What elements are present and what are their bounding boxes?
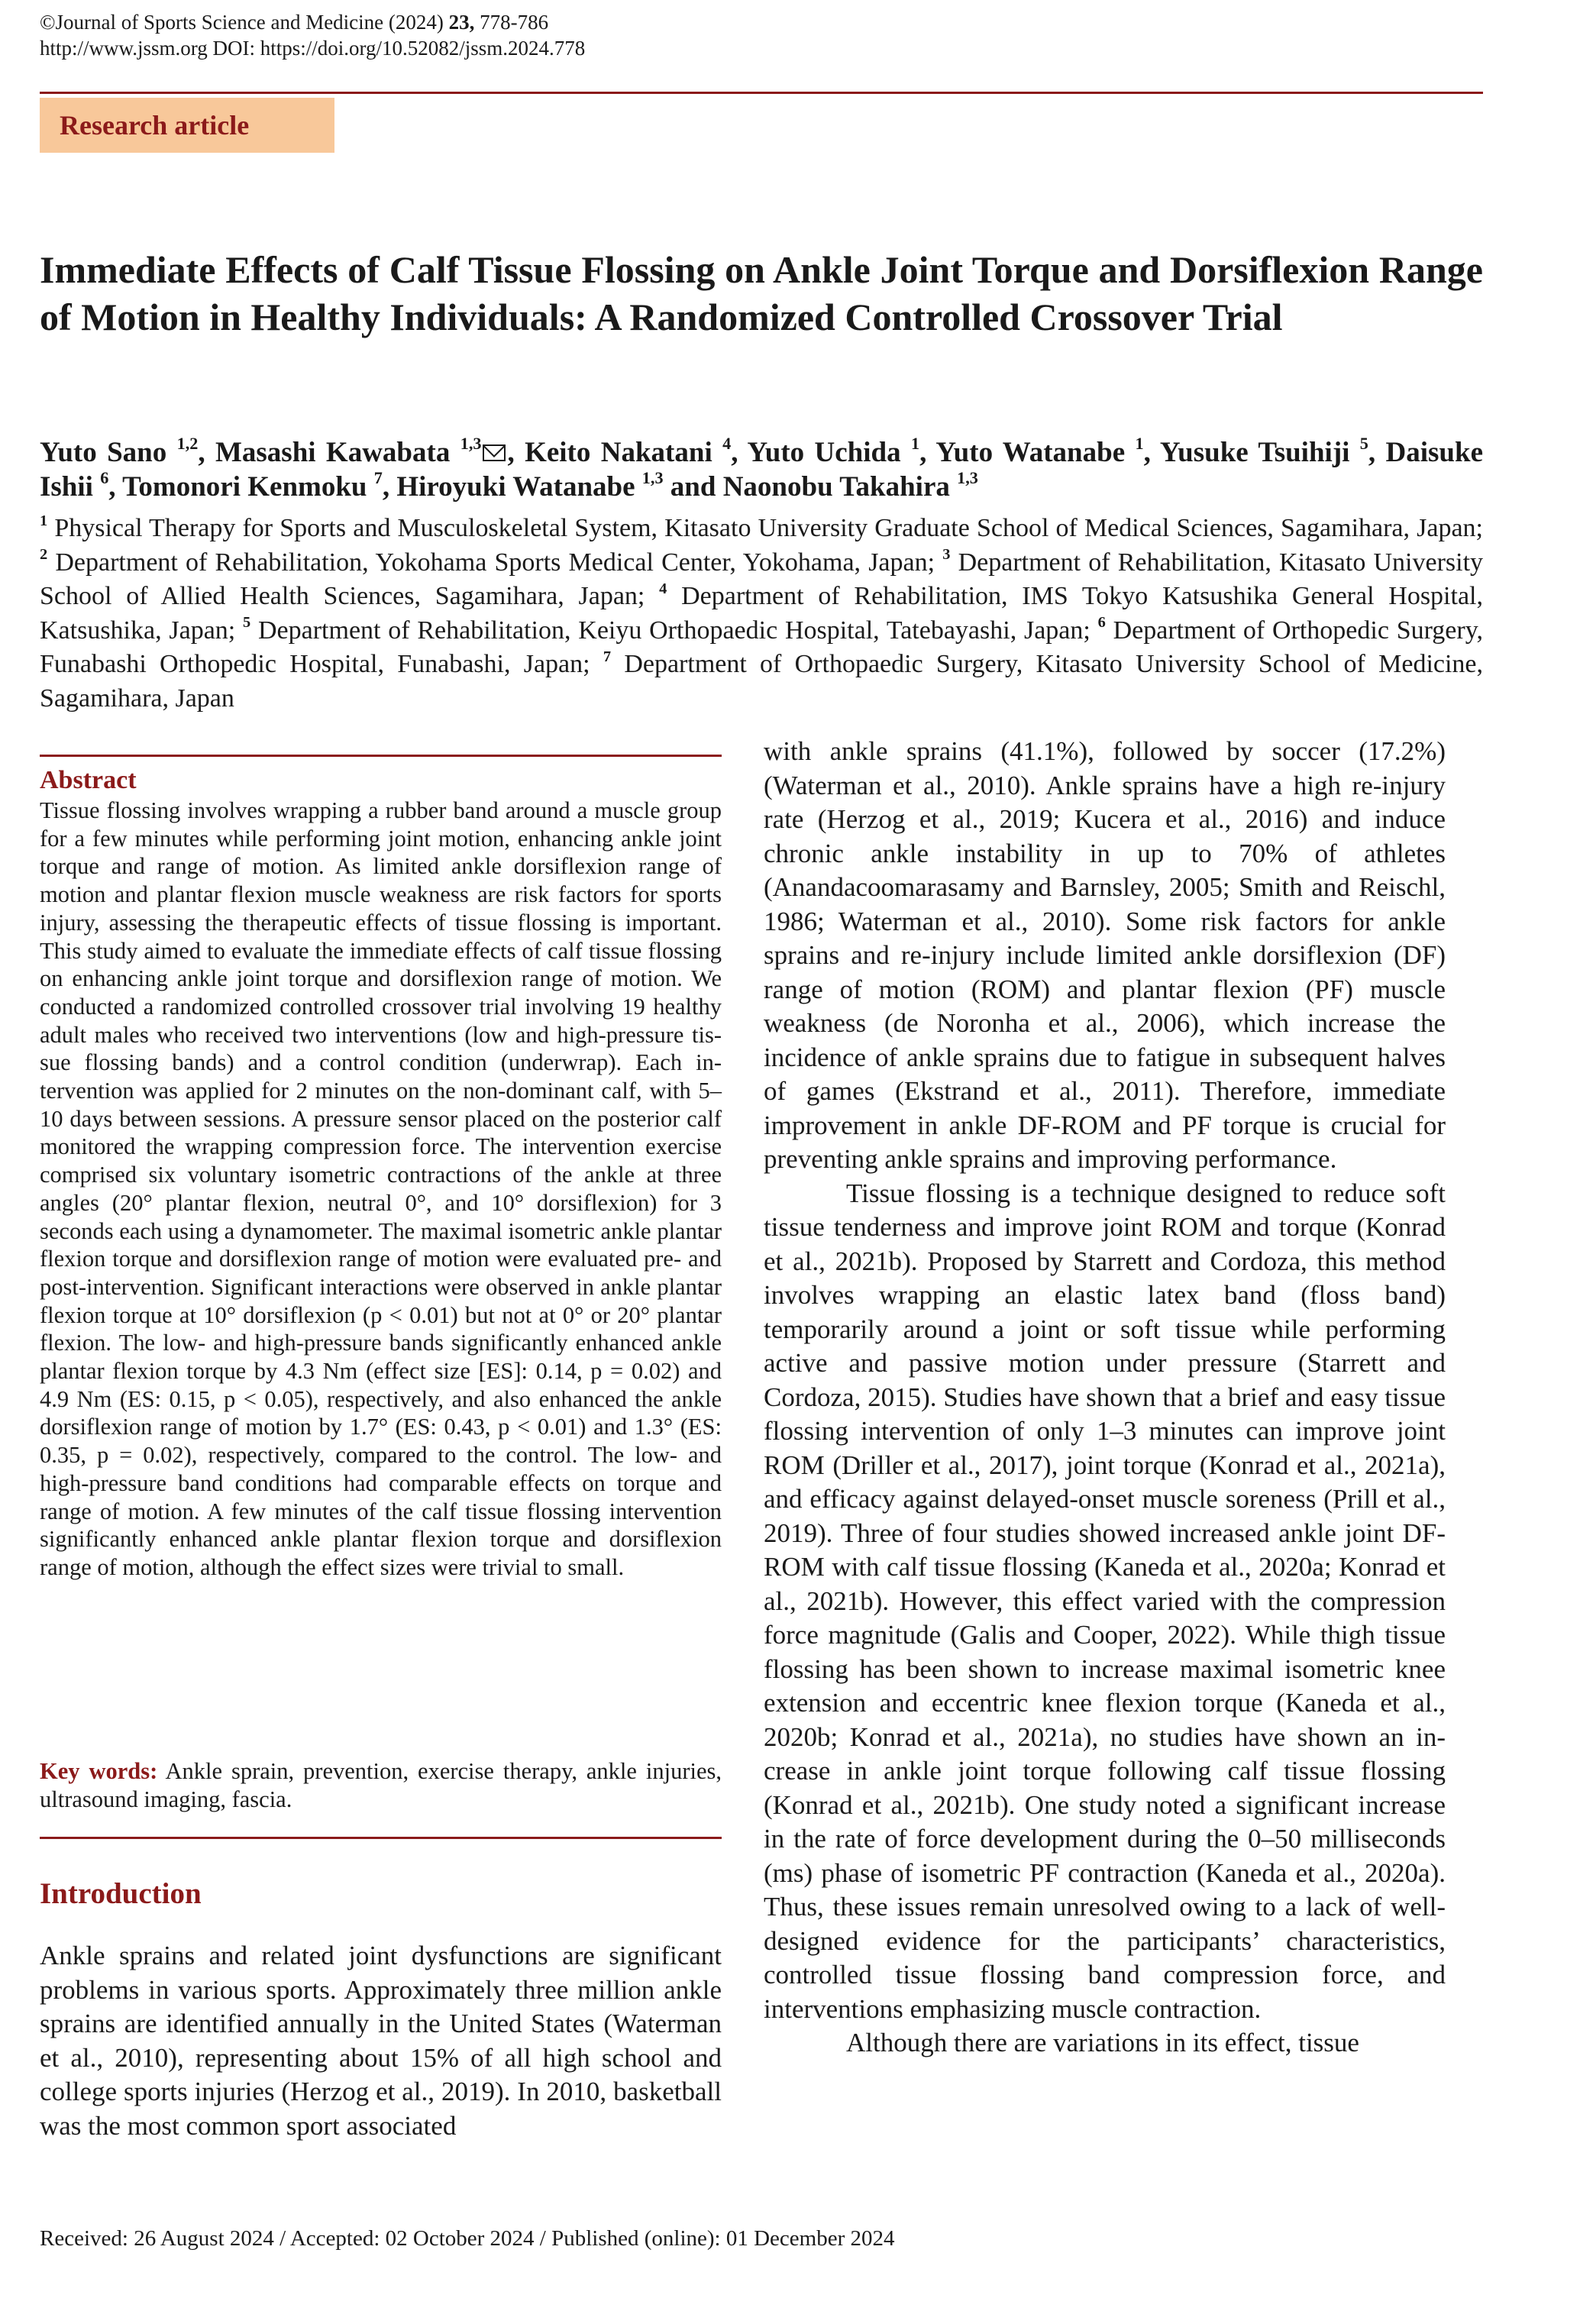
keywords-bottom-rule [40,1837,722,1839]
email-icon[interactable] [483,444,506,461]
author-name: Yuto Sano [40,437,167,468]
author-affiliation-number: 1,3 [641,468,664,488]
author-affiliation-number: 1,2 [176,434,199,454]
article-type-badge [40,98,334,153]
introduction-text-col2 [764,735,1446,2061]
affiliation-text: Department of Rehabilitation, IMS Tokyo Katsushika General Hospital, Katsushika, Japan; [40,582,1483,645]
author-name: Naonobu Takahira [722,471,950,503]
journal-citation: ©Journal of Sports Science and Medicine (2024) 23, 778-786 [40,11,549,34]
author-name: Tomonori Kenmoku [122,471,367,503]
affiliation-number: 2 [40,546,48,564]
affiliation-number: 4 [659,580,667,597]
affiliation-text: Department of Rehabilitation, Keiyu Orthopaedic Hospital, Tatebayashi, Japan; [258,616,1090,645]
abstract-text: Tissue flossing involves wrapping a rubber band around a muscle group for a few minutes while performing joint motion, enhancing ankle joint torque and range of motion. As limited ankle dorsiflexion range of motion and plantar flexion muscle weakness are risk factors for sports injury, assessing the therapeutic effects of tissue flossing is important. This study aimed to evaluate the immediate effects of calf tissue flossing on enhancing ankle joint torque and dorsiflexion range of motion. We conducted a randomized controlled crossover trial involving 19 healthy adult males who received two interventions (low and high-pressure tissue flossing bands) and a control condition (underwrap). Each intervention was applied for 2 minutes on the non-dominant calf, with 5–10 days between sessions. A pressure sensor placed on the posterior calf monitored the wrapping compression force. The intervention exercise comprised six voluntary isometric contractions of the ankle at three angles (20° plantar flexion, neutral 0°, and 10° dorsiflexion) for 3 seconds each using a dynamometer. The maximal isometric ankle plantar flexion torque and dorsiflexion range of motion were evaluated pre- and post-intervention. Significant interactions were observed in ankle plantar flexion torque at 10° dorsiflexion (p < 0.01) but not at 0° or 20° plantar flexion. The low- and high-pressure bands significantly enhanced ankle plantar flexion torque by 4.3 Nm (effect size [ES]: 0.14, p = 0.02) and 4.9 Nm (ES: 0.15, p < 0.05), respectively, and also enhanced the ankle dorsiflexion range of motion by 1.7° (ES: 0.43, p < 0.01) and 1.3° (ES: 0.35, p = 0.02), respectively, compared to the control. The low- and high-pressure band conditions had comparable effects on torque and range of motion. A few minutes of the calf tissue flossing intervention significantly enhanced ankle plantar flexion torque and dorsiflexion range of motion, although the effect sizes were trivial to small. [40,797,722,1580]
keywords-label: Key words: [40,1758,158,1784]
author-name: Keito Nakatani [525,437,712,468]
author-affiliation-number: 6 [100,468,109,488]
author-affiliation-number: 5 [1359,434,1368,454]
author-name: Masashi Kawabata [215,437,451,468]
introduction-heading: Introduction [40,1877,202,1910]
keywords [40,1757,722,1814]
author-name: Daisuke Ishii [40,437,1483,503]
author-name: Yuto Watanabe [935,437,1126,468]
affiliation-text: Department of Orthopaedic Surgery, Kitasato University School of Medicine, Sagamihara, Japan [40,650,1484,713]
author-affiliation-number: 1,3 [460,434,482,454]
author-affiliation-number: 1 [911,434,920,454]
affiliation-text: Department of Rehabilitation, Kitasato University School of Allied Health Sciences, Sagamihara, Japan; [40,548,1484,611]
author-name: Yusuke Tsuihiji [1159,437,1350,468]
affiliation-text: Department of Orthopedic Surgery, Funabashi Orthopedic Hospital, Funabashi, Japan; [40,616,1484,679]
journal-doi: http://www.jssm.org DOI: https://doi.org/10.52082/jssm.2024.778 [40,37,586,60]
author-name: Hiroyuki Watanabe [396,471,635,503]
intro-paragraph: Although there are variations in its effect, tissue [846,2028,1359,2057]
affiliation-number: 1 [40,512,48,529]
affiliation-number: 5 [243,614,251,632]
affiliation-number: 7 [603,648,612,666]
abstract-heading: Abstract [40,766,137,794]
intro-paragraph: Tissue flossing is a technique designed to reduce soft tissue tenderness and improve joint ROM and torque (Konrad et al., 2021b). Proposed by Starrett and Cordoza, this method involves wrapping an elastic latex band (floss band) temporarily around a joint or soft tissue while performing active and passive motion under pressure (Starrett and Cordoza, 2015). Studies have shown that a brief and easy tissue flossing intervention of only 1–3 minutes can improve joint ROM (Driller et al., 2017), joint torque (Konrad et al., 2021a), and efficacy against delayed-onset muscle soreness (Prill et al., 2019). Three of four studies showed increased ankle joint DF-ROM with calf tissue flossing (Kaneda et al., 2020a; Konrad et al., 2021b). However, this effect varied with the compression force magnitude (Galis and Cooper, 2022). While thigh tissue flossing has been shown to increase maximal isometric knee extension and eccentric knee flexion torque (Kaneda et al., 2020b; Konrad et al., 2021a), no studies have shown an increase in ankle joint torque following calf tissue flossing (Konrad et al., 2021b). One study noted a significant increase in the rate of force development during the 0–50 milliseconds (ms) phase of isometric PF contraction (Kaneda et al., 2020a). Thus, these issues remain unresolved owing to a lack of well-designed evidence for the participants’ characteristics, controlled tissue flossing band compression force, and interventions emphasizing muscle contraction. [764,1178,1446,2024]
affiliation-number: 3 [942,546,951,564]
author-affiliation-number: 1 [1135,434,1144,454]
author-affiliation-number: 7 [373,468,383,488]
affiliation-number: 6 [1097,614,1106,632]
affiliation-text: Physical Therapy for Sports and Musculoskeletal System, Kitasato University Graduate School of Medical Sciences, Sagamihara, Japan; [54,514,1483,542]
header-rule [40,92,1483,94]
article-title: Immediate Effects of Calf Tissue Flossing on Ankle Joint Torque and Dorsiflexion Range of Motion in Healthy Individuals: A Randomized Controlled Crossover Trial [40,248,1483,338]
intro-paragraph: with ankle sprains (41.1%), followed by soccer (17.2%) (Waterman et al., 2010). Ankle sprains have a high re-injury rate (Herzog et al., 2019; Kucera et al., 2016) and induce chronic ankle instability in up to 70% of athletes (Anandacoomarasamy and Barnsley, 2005; Smith and Reischl, 1986; Waterman et al., 2010). Some risk factors for ankle sprains and re-injury include limited ankle dorsiflexion (DF) range of motion (ROM) and plantar flexion (PF) muscle weakness (de Noronha et al., 2006), which increase the incidence of ankle sprains due to fatigue in subsequent halves of games (Ekstrand et al., 2011). Therefore, immediate improvement in ankle DF-ROM and PF torque is crucial for preventing ankle sprains and improving performance. [764,736,1446,1174]
publication-dates: Received: 26 August 2024 / Accepted: 02 October 2024 / Published (online): 01 December 2024 [40,2226,895,2251]
author-list: Yuto Sano $^{1,2}$, Masashi Kawabata $^{1,3}$ , Keito Nakatani $^4$, Yuto Uchida $^1$, Yuto Watanabe $^1$, Yusuke Tsuihiji $^5$, Daisuke Ishii $^6$, Tomonori Kenmoku $^7$, Hiroyuki Watanabe $^{1,3}$ and Naonobu Takahira $^{1,3}$ [40,434,1483,503]
author-affiliation-number: 4 [722,434,732,454]
affiliation-text: Department of Rehabilitation, Yokohama Sports Medical Center, Yokohama, Japan; [55,548,935,577]
affiliations [40,512,1483,716]
abstract-top-rule [40,755,722,757]
author-affiliation-number: 1,3 [957,468,978,488]
introduction-text-col1: Ankle sprains and related joint dysfunctions are significant problems in various sports. Approximately three million ankle sprains are identified annually in the United States (Waterman et al., 2010), representing about 15% of all high school and college sports injuries (Herzog et al., 2019). In 2010, basketball was the most common sport associated [40,1941,722,2141]
keywords-text: Ankle sprain, prevention, exercise therapy, ankle injuries, ultrasound imaging, fascia. [40,1758,722,1812]
author-name: Yuto Uchida [747,437,901,468]
article-type-label: Research article [60,110,250,141]
